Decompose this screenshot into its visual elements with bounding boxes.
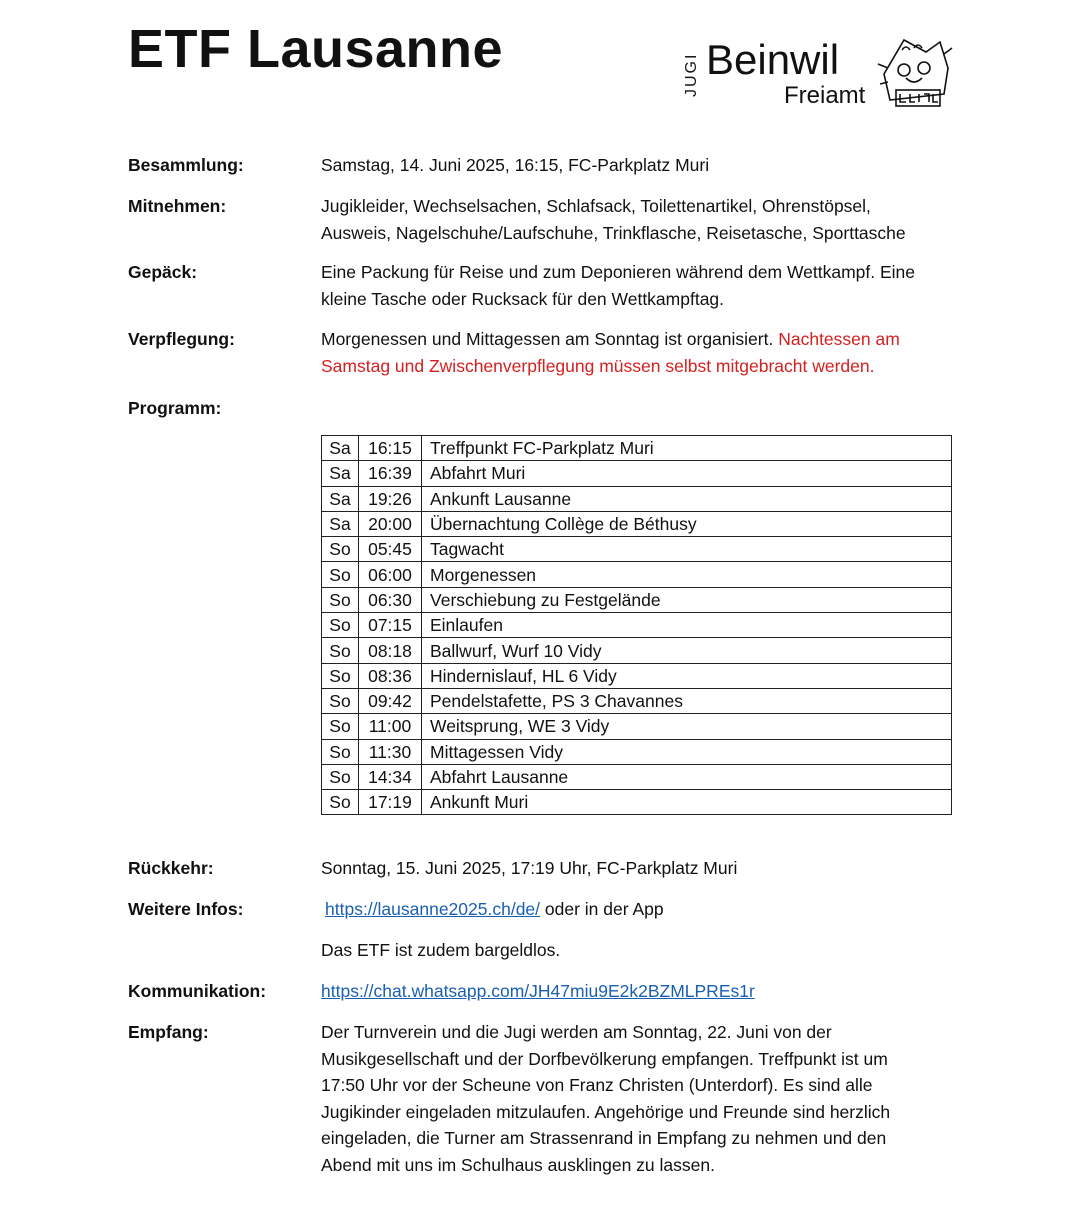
schedule-event: Weitsprung, WE 3 Vidy [422, 714, 952, 739]
schedule-time: 16:39 [359, 461, 422, 486]
page-title: ETF Lausanne [128, 19, 504, 79]
besammlung-value: Samstag, 14. Juni 2025, 16:15, FC-Parkplatz Muri [321, 155, 710, 175]
schedule-row [322, 638, 952, 663]
schedule-row [322, 562, 952, 587]
schedule-time: 16:15 [359, 436, 422, 461]
schedule-day: So [322, 739, 359, 764]
schedule-time: 06:00 [359, 562, 422, 587]
empfang-line: Jugikinder eingeladen mitzulaufen. Angehörige und Freunde sind herzlich [321, 1101, 891, 1122]
infos-note: Das ETF ist zudem bargeldlos. [321, 940, 561, 960]
empfang-line: Der Turnverein und die Jugi werden am Sonntag, 22. Juni von der [321, 1022, 832, 1042]
schedule-day: Sa [322, 486, 359, 511]
schedule-event: Tagwacht [422, 537, 952, 562]
schedule-time: 09:42 [359, 688, 422, 713]
schedule-event: Übernachtung Collège de Béthusy [422, 511, 952, 536]
schedule-time: 08:18 [359, 638, 422, 663]
schedule-time: 20:00 [359, 511, 422, 536]
infos-value [325, 896, 965, 923]
schedule-time: 11:30 [359, 739, 422, 764]
schedule-row [322, 790, 952, 815]
schedule-event: Ankunft Lausanne [422, 486, 952, 511]
schedule-day: So [322, 537, 359, 562]
infos-after: oder in der App [544, 899, 664, 919]
mitnehmen-line: Jugikleider, Wechselsachen, Schlafsack, Toilettenartikel, Ohrenstöpsel, [321, 196, 871, 216]
empfang-line: Musikgesellschaft und der Dorfbevölkerung empfangen. Treffpunkt ist um [321, 1048, 888, 1069]
schedule-day: Sa [322, 461, 359, 486]
schedule-day: Sa [322, 436, 359, 461]
schedule-row [322, 587, 952, 612]
schedule-time: 06:30 [359, 587, 422, 612]
schedule-time: 14:34 [359, 764, 422, 789]
schedule-day: So [322, 764, 359, 789]
verpflegung-normal: Morgenessen und Mittagessen am Sonntag ist organisiert. [321, 329, 774, 349]
empfang-line: 17:50 Uhr vor der Scheune von Franz Christen (Unterdorf). Es sind alle [321, 1075, 873, 1095]
schedule-row [322, 764, 952, 789]
schedule-row [322, 663, 952, 688]
schedule-day: So [322, 613, 359, 638]
rueckkehr-label: Rückkehr: [128, 858, 214, 878]
mitnehmen-value [321, 193, 961, 246]
schedule-table [321, 435, 952, 815]
schedule-event: Einlaufen [422, 613, 952, 638]
schedule-time: 19:26 [359, 486, 422, 511]
schedule-event: Hindernislauf, HL 6 Vidy [422, 663, 952, 688]
schedule-day: So [322, 663, 359, 688]
verpflegung-value [321, 326, 961, 379]
gepaeck-line: Eine Packung für Reise und zum Deponieren während dem Wettkampf. Eine [321, 262, 916, 282]
verpflegung-warning: Nachtessen am [778, 329, 900, 349]
infos-label: Weitere Infos: [128, 899, 244, 919]
schedule-row [322, 537, 952, 562]
schedule-day: So [322, 688, 359, 713]
schedule-day: So [322, 714, 359, 739]
whatsapp-chat-link[interactable]: https://chat.whatsapp.com/JH47miu9E2k2BZMLPREs1r [321, 981, 755, 1001]
schedule-row [322, 486, 952, 511]
empfang-label: Empfang: [128, 1022, 209, 1042]
kommunikation-value [321, 978, 961, 1005]
logo-name: Beinwil [706, 36, 840, 83]
schedule-day: So [322, 562, 359, 587]
schedule-row [322, 714, 952, 739]
schedule-row [322, 739, 952, 764]
schedule-time: 05:45 [359, 537, 422, 562]
jugi-beuel-mascot-icon [874, 34, 954, 108]
schedule-row [322, 436, 952, 461]
schedule-event: Ankunft Muri [422, 790, 952, 815]
schedule-time: 17:19 [359, 790, 422, 815]
rueckkehr-value: Sonntag, 15. Juni 2025, 17:19 Uhr, FC-Parkplatz Muri [321, 858, 738, 878]
gepaeck-line: kleine Tasche oder Rucksack für den Wettkampftag. [321, 288, 725, 309]
schedule-event: Abfahrt Lausanne [422, 764, 952, 789]
mitnehmen-label: Mitnehmen: [128, 196, 227, 216]
schedule-row [322, 461, 952, 486]
gepaeck-value [321, 259, 961, 312]
schedule-day: So [322, 790, 359, 815]
schedule-row [322, 688, 952, 713]
empfang-line: eingeladen, die Turner am Strassenrand in Empfang zu nehmen und den [321, 1128, 887, 1148]
schedule-day: So [322, 638, 359, 663]
schedule-row [322, 511, 952, 536]
schedule-event: Treffpunkt FC-Parkplatz Muri [422, 436, 952, 461]
schedule-event: Verschiebung zu Festgelände [422, 587, 952, 612]
schedule-time: 07:15 [359, 613, 422, 638]
schedule-day: Sa [322, 511, 359, 536]
schedule-time: 08:36 [359, 663, 422, 688]
lausanne2025-link[interactable]: https://lausanne2025.ch/de/ [325, 899, 541, 919]
schedule-event: Ballwurf, Wurf 10 Vidy [422, 638, 952, 663]
schedule-day: So [322, 587, 359, 612]
empfang-value [321, 1019, 961, 1178]
logo-sub: Freiamt [784, 82, 866, 109]
empfang-line: Abend mit uns im Schulhaus ausklingen zu lassen. [321, 1154, 715, 1175]
programm-label: Programm: [128, 398, 222, 418]
schedule-row [322, 613, 952, 638]
schedule-event: Mittagessen Vidy [422, 739, 952, 764]
gepaeck-label: Gepäck: [128, 262, 198, 282]
jugi-beinwil-logo [680, 36, 960, 116]
logo-prefix: JUGI [683, 52, 700, 97]
schedule-event: Pendelstafette, PS 3 Chavannes [422, 688, 952, 713]
verpflegung-warning: Samstag und Zwischenverpflegung müssen selbst mitgebracht werden. [321, 355, 875, 376]
kommunikation-label: Kommunikation: [128, 981, 267, 1001]
mitnehmen-line: Ausweis, Nagelschuhe/Laufschuhe, Trinkflasche, Reisetasche, Sporttasche [321, 222, 906, 243]
schedule-event: Abfahrt Muri [422, 461, 952, 486]
besammlung-label: Besammlung: [128, 155, 244, 175]
schedule-event: Morgenessen [422, 562, 952, 587]
schedule-time: 11:00 [359, 714, 422, 739]
verpflegung-label: Verpflegung: [128, 329, 235, 349]
